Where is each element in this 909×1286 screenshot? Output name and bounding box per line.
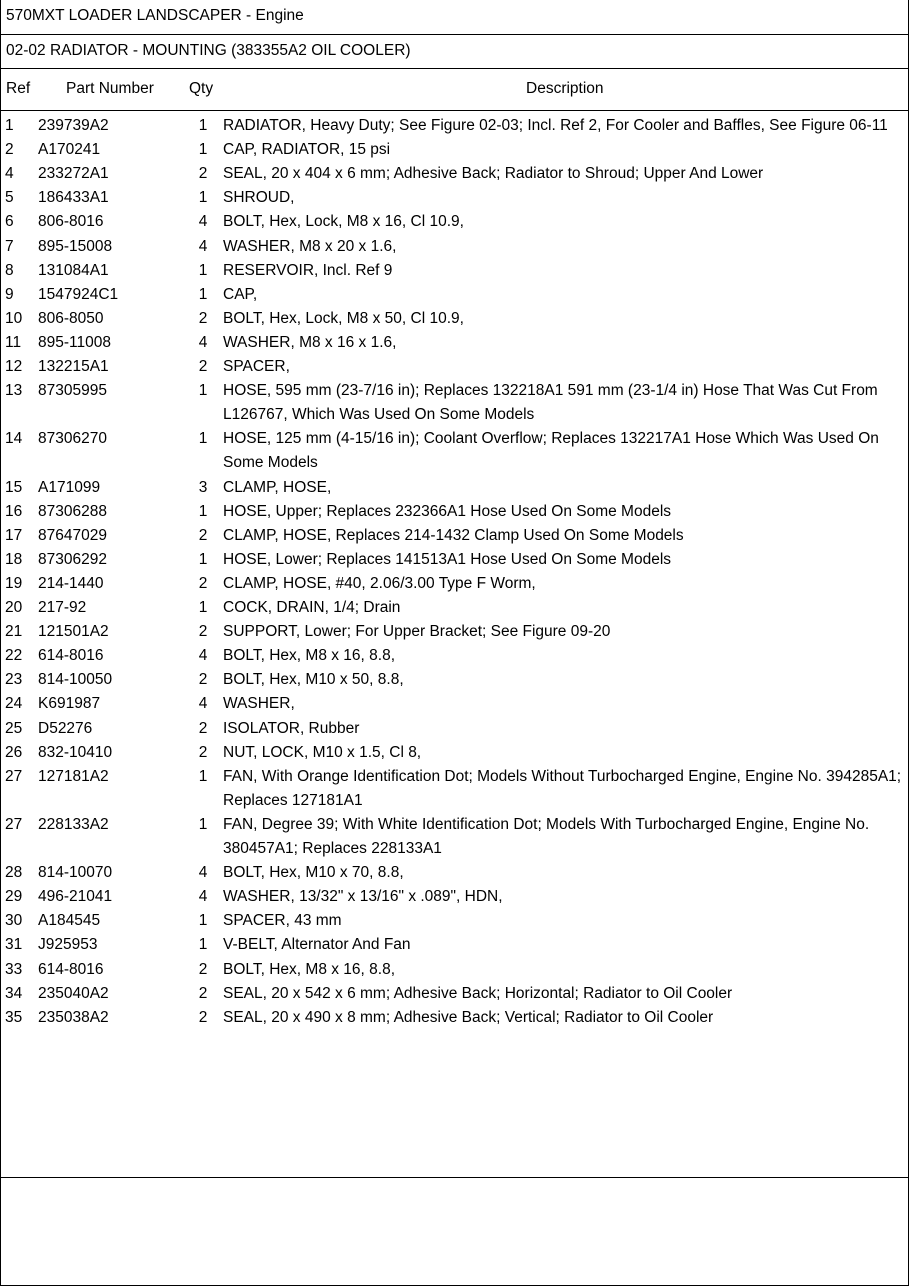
ref-cell: 33 — [5, 960, 23, 978]
description-cell: CAP, — [223, 285, 258, 303]
qty-cell: 1 — [198, 502, 208, 520]
part-number-cell: 87306288 — [38, 502, 107, 520]
qty-cell: 1 — [198, 382, 208, 400]
ref-cell: 22 — [5, 647, 23, 665]
part-number-cell: 87306292 — [38, 550, 107, 568]
ref-cell: 4 — [5, 165, 14, 183]
ref-cell: 31 — [5, 936, 23, 954]
divider — [1, 68, 908, 69]
qty-cell: 4 — [198, 213, 208, 231]
qty-cell: 1 — [198, 430, 208, 448]
part-number-cell: 132215A1 — [38, 358, 109, 375]
description-cell: CLAMP, HOSE, Replaces 214-1432 Clamp Used On Some Models — [223, 526, 684, 544]
qty-cell: 2 — [198, 719, 208, 737]
qty-cell: 1 — [198, 815, 208, 833]
part-number-cell: 806-8050 — [38, 309, 104, 327]
description-cell: BOLT, Hex, M8 x 16, 8.8, — [223, 647, 396, 665]
ref-cell: 2 — [5, 141, 14, 159]
divider — [1, 1177, 908, 1178]
qty-cell: 1 — [198, 767, 208, 785]
ref-cell: 9 — [5, 285, 14, 303]
qty-cell: 2 — [198, 960, 208, 978]
description-cell: WASHER, 13/32" x 13/16" x .089", HDN, — [223, 888, 503, 906]
description-cell: SPACER, 43 mm — [223, 912, 342, 930]
ref-cell: 5 — [5, 189, 14, 207]
part-number-cell: 127181A2 — [38, 767, 109, 785]
column-header-part-number: Part Number — [66, 80, 154, 97]
part-number-cell: 214-1440 — [38, 574, 104, 592]
description-cell: FAN, With Orange Identification Dot; Models Without Turbocharged Engine, Engine No. 394285A1; Replaces 127181A1 — [223, 767, 902, 809]
ref-cell: 15 — [5, 478, 23, 496]
divider — [1, 110, 908, 111]
ref-cell: 10 — [5, 309, 23, 327]
qty-cell: 2 — [198, 743, 208, 761]
ref-cell: 7 — [5, 237, 14, 255]
qty-cell: 4 — [198, 237, 208, 255]
qty-cell: 1 — [198, 912, 208, 930]
qty-cell: 2 — [198, 358, 208, 375]
part-number-cell: K691987 — [38, 695, 101, 713]
description-cell: WASHER, M8 x 16 x 1.6, — [223, 333, 397, 351]
description-cell: WASHER, M8 x 20 x 1.6, — [223, 237, 397, 255]
ref-cell: 24 — [5, 695, 23, 713]
part-number-cell: 895-11008 — [38, 333, 111, 351]
part-number-cell: 228133A2 — [38, 815, 109, 833]
ref-cell: 23 — [5, 671, 23, 689]
part-number-cell: 87306270 — [38, 430, 107, 448]
ref-cell: 28 — [5, 864, 23, 882]
description-cell: SEAL, 20 x 404 x 6 mm; Adhesive Back; Radiator to Shroud; Upper And Lower — [223, 165, 764, 183]
qty-cell: 2 — [198, 671, 208, 689]
part-number-cell: 895-15008 — [38, 237, 113, 255]
qty-cell: 4 — [198, 695, 208, 713]
part-number-cell: A184545 — [38, 912, 101, 930]
description-cell: RESERVOIR, Incl. Ref 9 — [223, 261, 393, 279]
ref-cell: 17 — [5, 526, 23, 544]
qty-cell: 1 — [198, 936, 208, 954]
description-cell: HOSE, 125 mm (4-15/16 in); Coolant Overflow; Replaces 132217A1 Hose Which Was Used On Some Models — [223, 430, 879, 472]
part-number-cell: 814-10050 — [38, 671, 113, 689]
part-number-cell: 239739A2 — [38, 117, 109, 134]
description-cell: SHROUD, — [223, 189, 295, 207]
part-number-cell: 614-8016 — [38, 960, 104, 978]
description-cell: CLAMP, HOSE, #40, 2.06/3.00 Type F Worm, — [223, 574, 536, 592]
ref-cell: 6 — [5, 213, 14, 231]
description-cell: BOLT, Hex, Lock, M8 x 50, Cl 10.9, — [223, 309, 464, 327]
part-number-cell: J925953 — [38, 936, 98, 954]
description-cell: SUPPORT, Lower; For Upper Bracket; See Figure 09-20 — [223, 623, 611, 641]
part-number-cell: 614-8016 — [38, 647, 104, 665]
qty-cell: 1 — [198, 117, 208, 134]
part-number-cell: 233272A1 — [38, 165, 109, 183]
ref-cell: 34 — [5, 984, 23, 1002]
description-cell: ISOLATOR, Rubber — [223, 719, 360, 737]
description-cell: V-BELT, Alternator And Fan — [223, 936, 411, 954]
part-number-cell: 87647029 — [38, 526, 107, 544]
qty-cell: 2 — [198, 1008, 208, 1026]
ref-cell: 20 — [5, 599, 23, 616]
ref-cell: 18 — [5, 550, 23, 568]
part-number-cell: 806-8016 — [38, 213, 104, 231]
column-header-qty: Qty — [189, 80, 214, 97]
ref-cell: 12 — [5, 358, 23, 375]
part-number-cell: A170241 — [38, 141, 101, 159]
ref-cell: 14 — [5, 430, 23, 448]
description-cell: BOLT, Hex, M10 x 50, 8.8, — [223, 671, 404, 689]
qty-cell: 2 — [198, 984, 208, 1002]
qty-cell: 1 — [198, 189, 208, 207]
description-cell: NUT, LOCK, M10 x 1.5, Cl 8, — [223, 743, 422, 761]
description-cell: FAN, Degree 39; With White Identification Dot; Models With Turbocharged Engine, Engine No. 380457A1; Replaces 228133A1 — [223, 815, 870, 857]
part-number-cell: A171099 — [38, 478, 101, 496]
qty-cell: 2 — [198, 623, 208, 641]
ref-cell: 11 — [5, 333, 22, 351]
ref-cell: 19 — [5, 574, 23, 592]
description-cell: BOLT, Hex, M8 x 16, 8.8, — [223, 960, 396, 978]
ref-cell: 27 — [5, 767, 23, 785]
ref-cell: 21 — [5, 623, 23, 641]
qty-cell: 4 — [198, 333, 208, 351]
description-cell: HOSE, Upper; Replaces 232366A1 Hose Used On Some Models — [223, 502, 672, 520]
part-number-cell: 235038A2 — [38, 1008, 109, 1026]
ref-cell: 8 — [5, 261, 14, 279]
qty-cell: 2 — [198, 574, 208, 592]
part-number-cell: 186433A1 — [38, 189, 109, 207]
ref-cell: 30 — [5, 912, 23, 930]
qty-cell: 4 — [198, 888, 208, 906]
part-number-cell: 217-92 — [38, 599, 87, 616]
part-number-cell: 235040A2 — [38, 984, 109, 1002]
column-header-description: Description — [526, 80, 604, 97]
description-cell: WASHER, — [223, 695, 295, 713]
part-number-cell: 832-10410 — [38, 743, 113, 761]
description-cell: SEAL, 20 x 542 x 6 mm; Adhesive Back; Horizontal; Radiator to Oil Cooler — [223, 984, 733, 1002]
description-cell: BOLT, Hex, Lock, M8 x 16, Cl 10.9, — [223, 213, 464, 231]
part-number-cell: 121501A2 — [38, 623, 109, 641]
description-cell: CAP, RADIATOR, 15 psi — [223, 141, 391, 159]
description-cell: COCK, DRAIN, 1/4; Drain — [223, 599, 401, 616]
part-number-cell: 496-21041 — [38, 888, 113, 906]
qty-cell: 2 — [198, 309, 208, 327]
qty-cell: 4 — [198, 647, 208, 665]
ref-cell: 27 — [5, 815, 23, 833]
description-cell: HOSE, Lower; Replaces 141513A1 Hose Used On Some Models — [223, 550, 672, 568]
ref-cell: 35 — [5, 1008, 23, 1026]
qty-cell: 2 — [198, 526, 208, 544]
part-number-cell: D52276 — [38, 719, 93, 737]
qty-cell: 1 — [198, 285, 208, 303]
description-cell: CLAMP, HOSE, — [223, 478, 332, 496]
page-title: 570MXT LOADER LANDSCAPER - Engine — [6, 7, 304, 24]
part-number-cell: 1547924C1 — [38, 285, 119, 303]
qty-cell: 2 — [198, 165, 208, 183]
description-cell: HOSE, 595 mm (23-7/16 in); Replaces 132218A1 591 mm (23-1/4 in) Hose That Was Cut From L126767, Which Was Used On Some Models — [223, 382, 878, 424]
column-header-ref: Ref — [6, 80, 31, 97]
part-number-cell: 131084A1 — [38, 261, 109, 279]
qty-cell: 1 — [198, 599, 208, 616]
qty-cell: 4 — [198, 864, 208, 882]
ref-cell: 29 — [5, 888, 23, 906]
part-number-cell: 814-10070 — [38, 864, 113, 882]
qty-cell: 1 — [198, 261, 208, 279]
ref-cell: 1 — [5, 117, 14, 134]
ref-cell: 26 — [5, 743, 23, 761]
ref-cell: 25 — [5, 719, 23, 737]
divider — [1, 34, 908, 35]
qty-cell: 1 — [198, 141, 208, 159]
ref-cell: 13 — [5, 382, 23, 400]
description-cell: SPACER, — [223, 358, 290, 375]
section-title: 02-02 RADIATOR - MOUNTING (383355A2 OIL COOLER) — [6, 42, 411, 59]
description-cell: BOLT, Hex, M10 x 70, 8.8, — [223, 864, 404, 882]
ref-cell: 16 — [5, 502, 23, 520]
part-number-cell: 87305995 — [38, 382, 107, 400]
description-cell: SEAL, 20 x 490 x 8 mm; Adhesive Back; Vertical; Radiator to Oil Cooler — [223, 1008, 714, 1026]
description-cell: RADIATOR, Heavy Duty; See Figure 02-03; Incl. Ref 2, For Cooler and Baffles, See Figure 06-11 — [223, 117, 888, 134]
qty-cell: 3 — [198, 478, 208, 496]
qty-cell: 1 — [198, 550, 208, 568]
